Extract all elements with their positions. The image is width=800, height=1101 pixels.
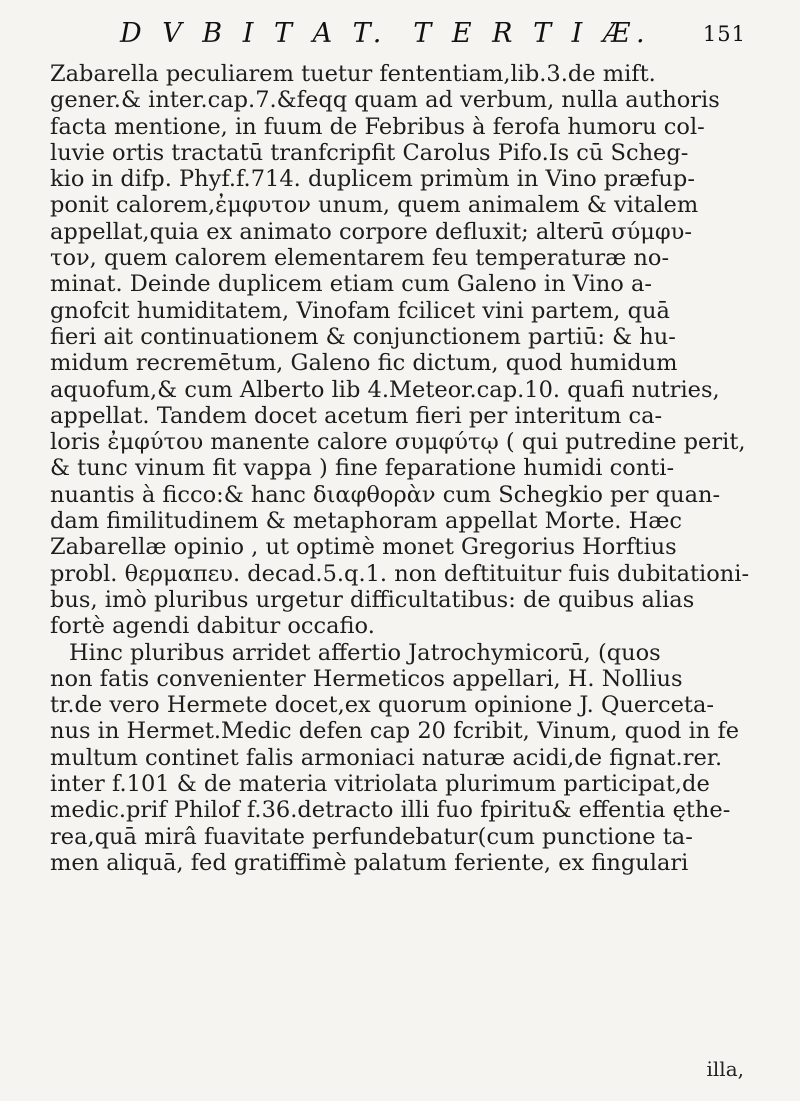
text-line: Zabarella peculiarem tuetur fententiam,lib.3.de mift. [50,61,656,87]
text-line: dam fimilitudinem & metaphoram appellat Morte. Hæc [50,508,682,535]
text-line: fieri ait continuationem & conjunctionem partiū: & hu- [50,323,676,350]
text-line: appellat,quia ex animato corpore defluxit; alterū σύμφυ- [50,218,692,245]
text-line: kio in difp. Phyf.f.714. duplicem primùm in Vino præfup- [50,166,695,193]
text-line: gnofcit humiditatem, Vinofam fcilicet vini partem, quā [50,297,670,324]
text-line: inter f.101 & de materia vitriolata plurimum participat,de [50,771,710,798]
text-line: fortè agendi dabitur occafio. [50,613,375,640]
text-line: rea,quā mirâ fuavitate perfundebatur(cum punctione ta- [50,823,693,850]
text-line: probl. θερμαπευ. decad.5.q.1. non deftituitur fuis dubitationi- [50,560,750,587]
text-line: minat. Deinde duplicem etiam cum Galeno in Vino a- [50,271,653,298]
text-line: aquofum,& cum Alberto lib 4.Meteor.cap.10. quafi nutries, [50,376,720,403]
page-header [120,18,760,58]
text-line: appellat. Tandem docet acetum fieri per interitum ca- [50,402,663,429]
text-line: medic.prif Philof f.36.detracto illi fuo fpiritu& effentia ęthe- [50,797,731,824]
running-head-left: D V B I T A T. [120,18,388,49]
text-line: & tunc vinum fit vappa ) fine feparatione humidi conti- [50,455,675,482]
text-line: nus in Hermet.Medic defen cap 20 fcribit, Vinum, quod in fe [50,718,740,745]
text-line: τον, quem calorem elementarem feu temperaturæ no- [50,245,670,272]
text-line: midum recremētum, Galeno fic dictum, quod humidum [50,350,678,377]
text-line: Hinc pluribus arridet affertio Jatrochymicorū, (quos [69,639,661,666]
text-line: bus, imò pluribus urgetur difficultatibus: de quibus alias [50,586,695,613]
text-line: Zabarellæ opinio , ut optimè monet Gregorius Horftius [50,534,677,561]
text-line: tr.de vero Hermete docet,ex quorum opinione J. Querceta- [50,692,714,719]
catchword: illa, [706,1057,744,1081]
text-line: non fatis convenienter Hermeticos appellari, H. Nollius [50,665,683,692]
text-line: ponit calorem,ἐμφυτον unum, quem animalem & vitalem [50,192,699,219]
running-head-right: T E R T I Æ. [413,18,651,49]
text-line: multum continet falis armoniaci naturæ acidi,de fignat.rer. [50,744,723,771]
page-number: 151 [702,22,746,46]
running-head [120,18,651,49]
text-line: facta mentione, in fuum de Febribus à ferofa humoru col- [50,113,705,140]
text-line: luvie ortis tractatū tranfcripfit Carolus Pifo.Is cū Scheg- [50,139,689,166]
text-line: nuantis à ficco:& hanc διαφθορὰν cum Schegkio per quan- [50,481,721,508]
body-text [50,61,770,876]
text-line: loris ἐμφύτου manente calore συμφύτῳ ( qui putredine perit, [50,429,746,456]
text-line: gener.& inter.cap.7.&feqq quam ad verbum, nulla authoris [50,87,720,114]
text-line: men aliquā, fed gratiffimè palatum feriente, ex fingulari [50,849,689,876]
